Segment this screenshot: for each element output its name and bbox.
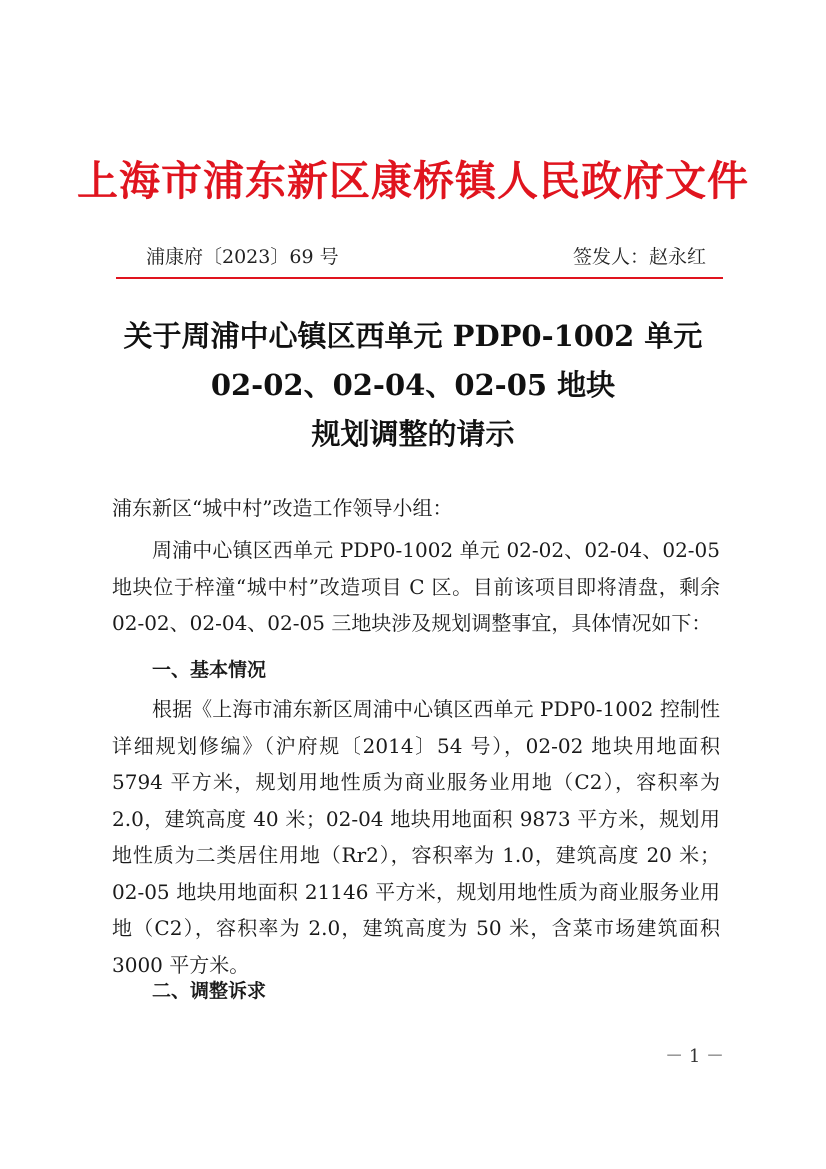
document-number: 浦康府〔2023〕69 号 bbox=[146, 246, 339, 268]
document-title-line-2: 02-02、02-04、02-05 地块 bbox=[210, 368, 616, 402]
document-title-line-1: 关于周浦中心镇区西单元 PDP0-1002 单元 bbox=[123, 319, 703, 353]
section-heading-basic-info: 一、基本情况 bbox=[152, 659, 267, 681]
paragraph-intro: 周浦中心镇区西单元 PDP0-1002 单元 02-02、02-04、02-05 地块位于梓潼“城中村”改造项目 C 区。目前该项目即将清盘，剩余 02-02、02-04、02-05 三地块涉及规划调整事宜，具体情况如下： bbox=[112, 538, 720, 635]
header-divider bbox=[116, 277, 723, 279]
page-number: － 1 － bbox=[665, 1046, 724, 1067]
paragraph-basic-info: 根据《上海市浦东新区周浦中心镇区西单元 PDP0-1002 控制性详细规划修编》（沪府规〔2014〕54 号），02-02 地块用地面积 5794 平方米，规划用地性质为商业服务业用地（C2），容积率为 2.0，建筑高度 40 米；02-04 地块用地面积 9873 平方米，规划用地性质为二类居住用地（Rr2），容积率为 1.0，建筑高度 20 米；02-05 地块用地面积 21146 平方米，规划用地性质为商业服务业用地（C2），容积率为 2.0，建筑高度为 50 米，含菜市场建筑面积 3000 平方米。 bbox=[112, 697, 720, 977]
signer: 签发人：赵永红 bbox=[572, 246, 706, 268]
salutation: 浦东新区“城中村”改造工作领导小组： bbox=[112, 496, 453, 520]
document-title-line-3: 规划调整的请示 bbox=[311, 417, 515, 451]
section-heading-adjustment-request: 二、调整诉求 bbox=[152, 980, 267, 1002]
document-header-title: 上海市浦东新区康桥镇人民政府文件 bbox=[77, 157, 749, 205]
